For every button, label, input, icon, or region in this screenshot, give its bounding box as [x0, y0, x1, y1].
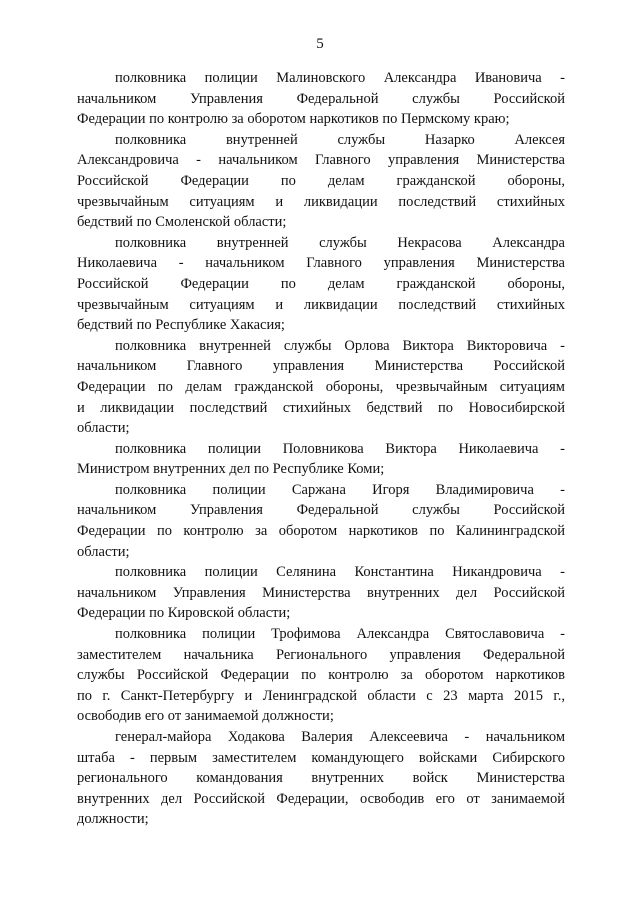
decree-paragraph [77, 562, 565, 624]
paragraph-line: генерал-майора Ходакова Валерия Алексеевича - начальником [115, 729, 565, 745]
paragraph-line: по г. Санкт-Петербургу и Ленинградской области с 23 марта 2015 г., [77, 687, 565, 704]
paragraph-line: начальником Управления Федеральной службы Российской [77, 90, 565, 107]
decree-text [77, 68, 565, 830]
paragraph-line: Федерации по контролю за оборотом наркотиков по Пермскому краю; [77, 111, 510, 128]
paragraph-line: Министром внутренних дел по Республике Коми; [77, 461, 385, 478]
paragraph-line: полковника внутренней службы Некрасова Александра [115, 234, 565, 251]
paragraph-line: полковника полиции Селянина Константина Никандровича - [115, 564, 565, 581]
paragraph-line: полковника полиции Малиновского Александра Ивановича - [115, 70, 565, 86]
paragraph-line: заместителем начальника Регионального управления Федеральной [77, 646, 565, 663]
paragraph-line: Российской Федерации по делам гражданской обороны, [77, 275, 565, 292]
paragraph-line: службы Российской Федерации по контролю за оборотом наркотиков [77, 667, 565, 684]
paragraph-line: Российской Федерации по делам гражданской обороны, [77, 172, 565, 189]
paragraph-line: чрезвычайным ситуациям и ликвидации последствий стихийных [77, 193, 565, 210]
paragraph-line: области; [77, 543, 130, 560]
decree-paragraph [77, 480, 565, 562]
paragraph-line: начальником Главного управления Министерства Российской [77, 358, 565, 375]
paragraph-line: Николаевича - начальником Главного управления Министерства [77, 255, 565, 272]
paragraph-line: начальником Управления Федеральной службы Российской [77, 502, 565, 519]
decree-paragraph [77, 624, 565, 727]
decree-paragraph [77, 439, 565, 480]
paragraph-line: бедствий по Смоленской области; [77, 214, 287, 231]
paragraph-line: полковника внутренней службы Назарко Алексея [115, 131, 565, 148]
paragraph-line: чрезвычайным ситуациям и ликвидации последствий стихийных [77, 296, 565, 313]
paragraph-line: Федерации по контролю за оборотом наркотиков по Калининградской [77, 523, 565, 540]
paragraph-line: полковника полиции Половникова Виктора Николаевича - [115, 440, 565, 457]
paragraph-line: должности; [77, 811, 149, 828]
decree-paragraph [77, 336, 565, 439]
decree-paragraph [77, 68, 565, 130]
paragraph-line: и ликвидации последствий стихийных бедствий по Новосибирской [77, 399, 565, 416]
paragraph-line: внутренних дел Российской Федерации, освободив его от занимаемой [77, 790, 565, 807]
paragraph-line: полковника полиции Трофимова Александра Святославовича - [115, 626, 565, 643]
paragraph-line: освободив его от занимаемой должности; [77, 708, 334, 725]
paragraph-line: Федерации по делам гражданской обороны, чрезвычайным ситуациям [77, 378, 565, 395]
paragraph-line: начальником Управления Министерства внутренних дел Российской [77, 584, 565, 601]
paragraph-line: регионального командования внутренних войск Министерства [77, 770, 565, 787]
paragraph-line: Александровича - начальником Главного управления Министерства [77, 152, 565, 169]
paragraph-line: штаба - первым заместителем командующего войсками Сибирского [77, 749, 565, 766]
page-number: 5 [316, 36, 324, 52]
paragraph-line: Федерации по Кировской области; [77, 605, 291, 622]
decree-paragraph [77, 727, 565, 830]
paragraph-line: области; [77, 420, 130, 437]
paragraph-line: полковника внутренней службы Орлова Виктора Викторовича - [115, 337, 565, 354]
paragraph-line: полковника полиции Саржана Игоря Владимировича - [115, 481, 565, 498]
paragraph-line: бедствий по Республике Хакасия; [77, 317, 285, 334]
decree-paragraph [77, 233, 565, 336]
decree-paragraph [77, 130, 565, 233]
